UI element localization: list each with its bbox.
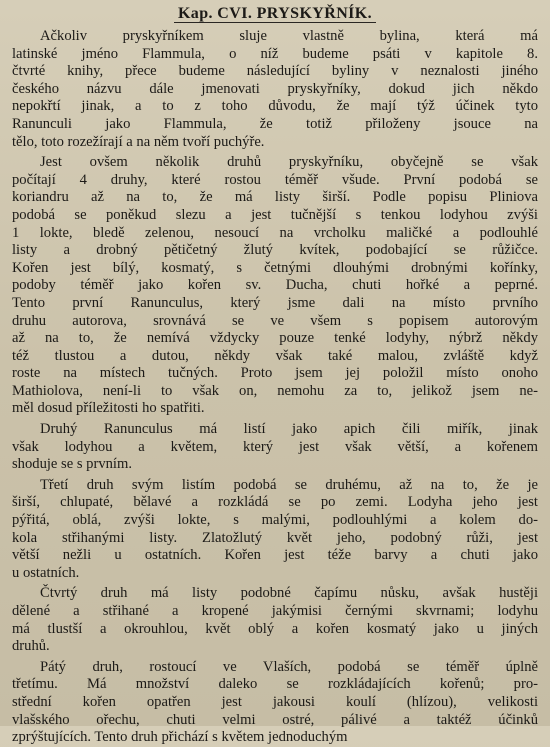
text-line: druhu autorova, srovnává se ve všem s popisem autorovým — [12, 312, 538, 329]
paragraph — [12, 154, 538, 418]
text-line: střední kořen opatřen jest jakousi koulí (hlízou), velikosti — [12, 693, 538, 710]
paragraph — [12, 421, 538, 474]
text-line: koriandru až na to, že má listy širší. Podle popisu Pliniova — [12, 189, 538, 206]
text-line: Pátý druh, rostoucí ve Vlaších, podobá se téměř úplně — [40, 658, 538, 675]
paragraph — [12, 585, 538, 655]
text-line: Druhý Ranunculus má listí jako apich čili miřík, jinak — [40, 421, 538, 438]
text-line: Kořen jest bílý, kosmatý, s četnými dlouhými drobnými kořínky, — [12, 259, 538, 276]
text-line: vlašského ořechu, chuti velmi ostré, pálivé a taktéž účinků — [12, 711, 538, 728]
text-line: kola střihanými listy. Zlatožlutý květ jeho, podobný růži, jest — [12, 529, 538, 546]
chapter-title: Kap. CVI. PRYSKYŘNÍK. — [12, 4, 538, 24]
text-line: větší nežli u ostatních. Kořen jest téže barvy a chuti jako — [12, 547, 538, 564]
text-line: u ostatních. — [12, 564, 80, 581]
text-line: má tlustší a okrouhlou, květ oblý a kořen kosmatý jako u jiných — [12, 620, 538, 637]
text-line: zprýštujících. Tento druh přichází s květem jednoduchým — [12, 729, 348, 746]
text-line: Třetí druh svým listím podobá se druhému, až na to, že je — [40, 476, 538, 493]
text-line: Ačkoliv pryskyřníkem sluje vlastně bylina, která má — [40, 28, 538, 44]
text-line: též tlustou a dutou, někdy však také malou, zvláště když — [12, 347, 538, 364]
text-line: širší, chlupaté, bělavé a rozkládá se po zemi. Lodyha jeho jest — [12, 494, 538, 511]
body-text — [12, 28, 538, 747]
text-line: Jest ovšem několik druhů pryskyřníku, obyčejně se však — [40, 154, 538, 171]
paragraph — [12, 659, 538, 747]
text-line: nepokřtí jinak, a to z toho důvodu, že mají týž účinek tyto — [12, 98, 538, 115]
paragraph — [12, 28, 538, 151]
text-line: latinské jméno Flammula, o níž budeme psáti v kapitole 8. — [12, 45, 538, 62]
text-line: třetímu. Má množství daleko se rozkládajících kořenů; pro- — [12, 676, 538, 693]
text-line: druhů. — [12, 638, 50, 655]
text-line: počítají 4 druhy, které rostou téměř všude. První podobá se — [12, 171, 538, 188]
text-line: 1 lokte, bledě zelenou, nesoucí na vrcholku maličké a podlouhlé — [12, 224, 538, 241]
text-line: Tento první Ranunculus, který jsme dali na místo prvního — [12, 294, 538, 311]
text-line: až na to, že nemívá vždycky pouze tenké lodyhy, nýbrž někdy — [12, 330, 538, 347]
text-line: českého názvu dále jmenovati pryskyřníky, dokud jich někdo — [12, 80, 538, 97]
text-line: shoduje se s prvním. — [12, 456, 132, 473]
text-line: podobá se poněkud slezu a jest tučnější s tenkou lodyhou zvýši — [12, 206, 538, 223]
text-line: čtvrté knihy, přece budeme následující byliny v neznalosti jiného — [12, 63, 538, 80]
text-line: Mathiolova, není-li to však on, nemohu za to, jelikož jsem ne- — [12, 382, 538, 399]
paragraph — [12, 477, 538, 583]
text-line: měl dosud příležitosti ho spatřiti. — [12, 400, 205, 417]
text-line: dělené a střihané a kropené jakýmisi černými skvrnami; lodyhu — [12, 603, 538, 619]
text-line: listy a drobný pětičetný žlutý kvítek, podobající se růžičce. — [12, 242, 538, 259]
text-line: roste na místech tučných. Proto jsem jej položil místo onoho — [12, 365, 538, 382]
text-line: Čtvrtý druh má listy podobné čapímu nůsku, avšak hustěji — [40, 585, 538, 602]
text-line: Ranunculi jako Flammula, že totiž přiloženy jsouce na — [12, 115, 538, 132]
text-line: však lodyhou a květem, který jest však větší, a kořenem — [12, 438, 538, 455]
text-line: pýřitá, oblá, zvýši lokte, s malými, podlouhlými a kolem do- — [12, 512, 538, 529]
text-line: tělo, toto rozežírají a na něm tvoří puchýře. — [12, 133, 265, 150]
text-line: podoby téměř jako kořen sv. Ducha, chuti hořké a peprné. — [12, 277, 538, 294]
